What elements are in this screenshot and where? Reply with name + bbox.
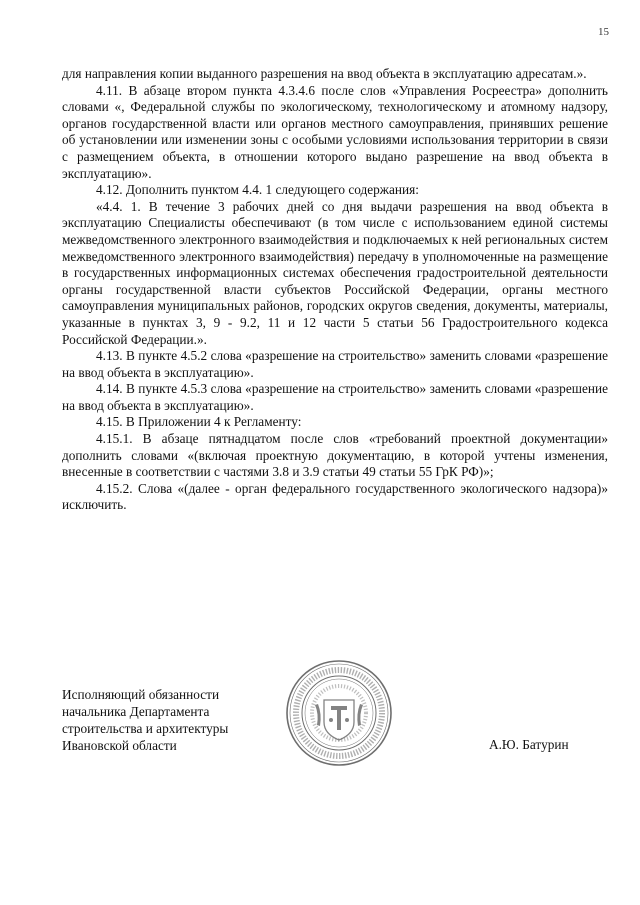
signatory-name: А.Ю. Батурин [489,737,569,752]
paragraph-4-15-2: 4.15.2. Слова «(далее - орган федерального государственного экологического надзора)» исключить. [62,480,608,513]
document-body [62,66,608,514]
signatory-title-line: строительства и архитектуры [62,721,229,736]
signatory-title [62,686,262,754]
paragraph-4-4-1: «4.4. 1. В течение 3 рабочих дней со дня выдачи разрешения на ввод объекта в эксплуатацию Специалисты обеспечивают (в том числе с использованием единой системы межведомственного электронного взаимодействия и подключаемых к ней региональных систем межведомственного электронного взаимодействия) передачу в уполномоченные на размещение в государственных информационных системах обеспечения градостроительной деятельности органы государственной власти субъектов Российской Федерации, органы местного самоуправления муниципальных районов, городских округов сведения, документы, материалы, указанные в пунктах 3, 9 - 9.2, 11 и 12 части 5 статьи 56 Градостроительного кодекса Российской Федерации.». [62,198,608,347]
paragraph-4-11: 4.11. В абзаце втором пункта 4.3.4.6 после слов «Управления Росреестра» дополнить словами «, Федеральной службы по экологическому, технологическому и атомному надзору, органов государственной власти или органов местного самоуправления, принявших решение об установлении или изменении зоны с особыми условиями использования территории в связи с размещением объекта, в отношении которого выдано разрешение на ввод объекта в эксплуатацию». [62,82,608,181]
signatory-title-line: Исполняющий обязанности [62,687,220,702]
paragraph-continuation: для направления копии выданного разрешения на ввод объекта в эксплуатацию адресатам.». [62,66,587,81]
signatory-title-line: начальника Департамента [62,704,210,719]
paragraph-4-12: 4.12. Дополнить пунктом 4.4. 1 следующего содержания: [96,182,419,198]
paragraph-4-15: 4.15. В Приложении 4 к Регламенту: [96,414,302,430]
page-number: 15 [598,26,609,38]
official-seal [284,658,394,768]
signatory-title-line: Ивановской области [62,738,177,753]
paragraph-4-14: 4.14. В пункте 4.5.3 слова «разрешение на строительство» заменить словами «разрешение на ввод объекта в эксплуатацию». [62,381,608,413]
paragraph-4-15-1: 4.15.1. В абзаце пятнадцатом после слов «требований проектной документации» дополнить словами «(включая проектную документацию, в которой учтены изменения, внесенные в соответствии с частями 3.8 и 3.9 статьи 49 статьи 55 ГрК РФ)»; [62,431,608,480]
paragraph-4-13: 4.13. В пункте 4.5.2 слова «разрешение на строительство» заменить словами «разрешение на ввод объекта в эксплуатацию». [62,348,608,380]
